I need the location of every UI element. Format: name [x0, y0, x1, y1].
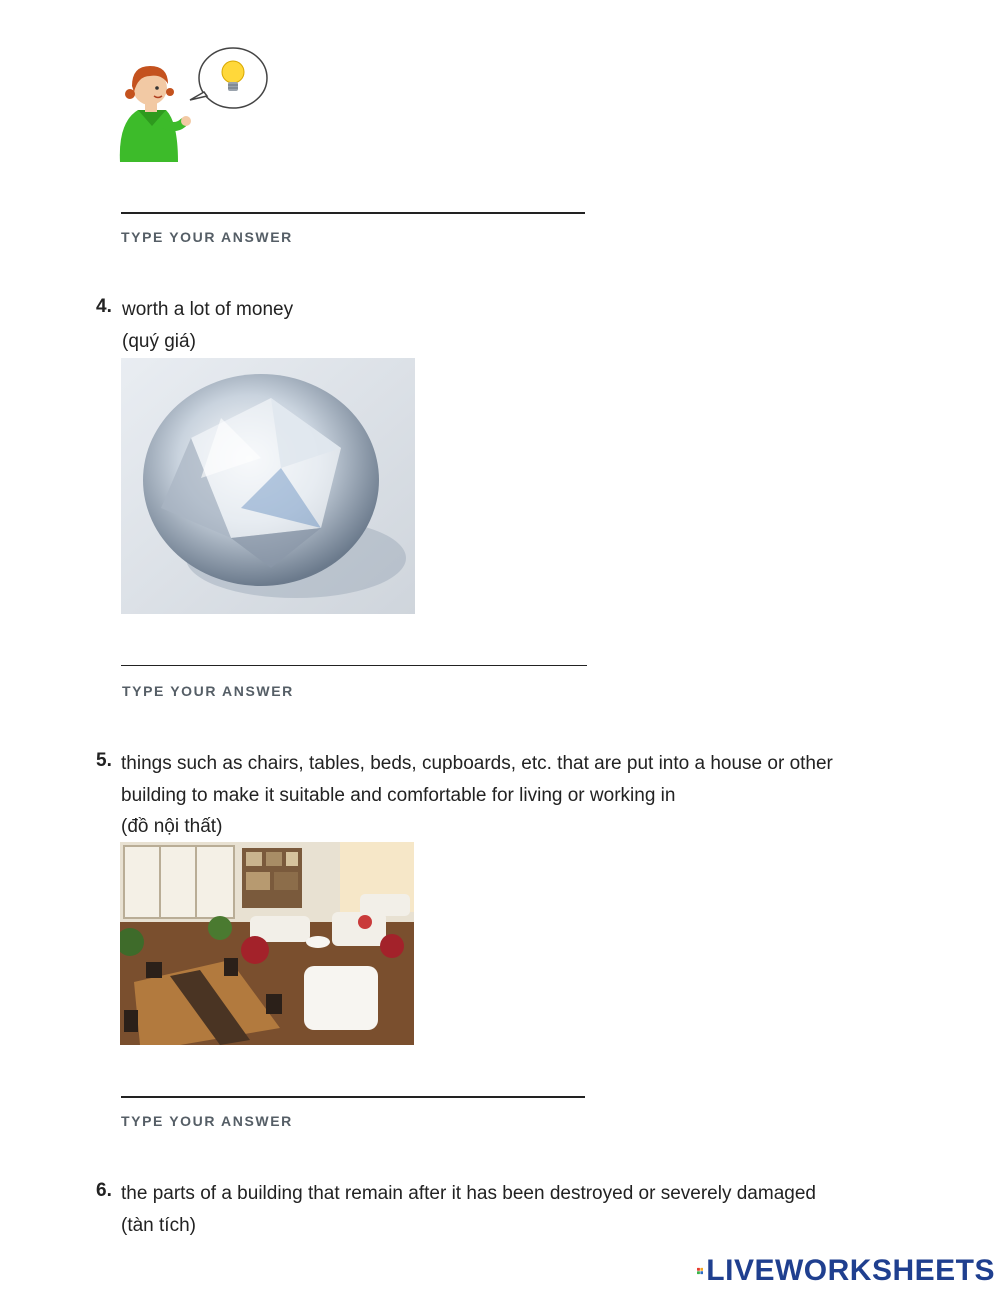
question-translation: (tàn tích): [121, 1215, 196, 1236]
idea-girl-illustration: [112, 44, 272, 166]
liveworksheets-logo-text: LIVEWORKSHEETS: [706, 1254, 995, 1287]
answer-label: TYPE YOUR ANSWER: [122, 683, 294, 699]
question-translation: (quý giá): [122, 331, 196, 352]
answer-input-5[interactable]: [121, 1096, 585, 1098]
answer-input-3[interactable]: [121, 212, 585, 214]
question-number: 5.: [96, 750, 112, 771]
question-number: 4.: [96, 296, 112, 317]
question-definition: worth a lot of money: [122, 299, 294, 320]
answer-input-4[interactable]: [121, 665, 587, 666]
answer-label: TYPE YOUR ANSWER: [121, 229, 293, 245]
diamond-image: [121, 358, 415, 614]
question-number: 6.: [96, 1180, 112, 1201]
question-translation: (đồ nội thất): [121, 816, 223, 837]
liveworksheets-logo: [697, 1256, 995, 1286]
question-definition: the parts of a building that remain after it has been destroyed or severely damaged: [121, 1183, 816, 1204]
liveworksheets-logo-icon: [697, 1258, 703, 1284]
furniture-room-image: [120, 842, 414, 1045]
question-definition-line1: things such as chairs, tables, beds, cupboards, etc. that are put into a house or other: [121, 753, 833, 774]
answer-label: TYPE YOUR ANSWER: [121, 1113, 293, 1129]
question-definition-line2: building to make it suitable and comfortable for living or working in: [121, 785, 676, 806]
